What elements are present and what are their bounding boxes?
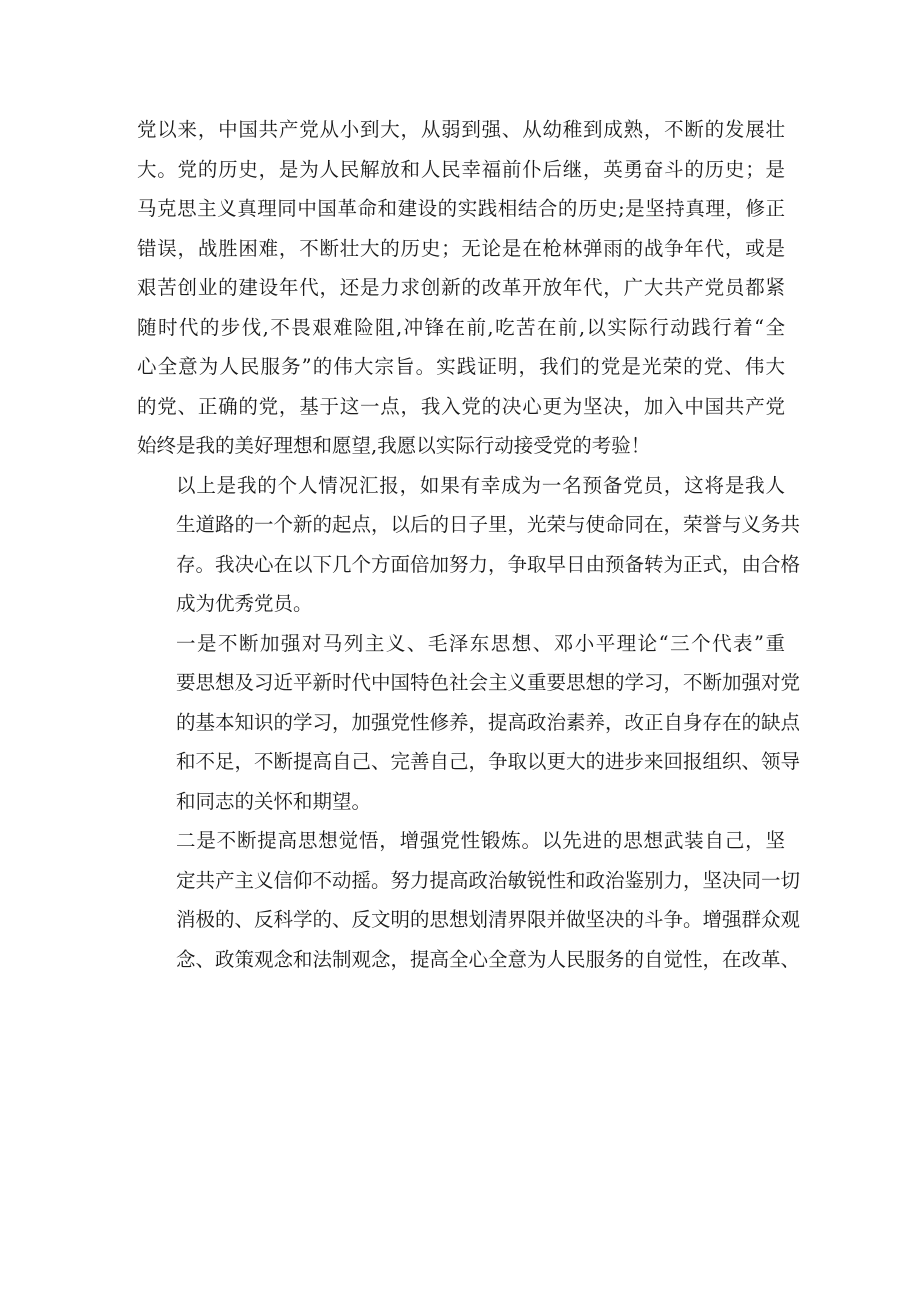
text-line: 和不足，不断提高自己、完善自己，争取以更大的进步来回报组织、领导 bbox=[176, 750, 801, 773]
paragraph bbox=[137, 624, 801, 822]
text-line: 随时代的步伐,不畏艰难险阻,冲锋在前,吃苦在前,以实际行动践行着“全 bbox=[137, 315, 785, 339]
text-line: 二是不断提高思想觉悟，增强党性锻炼。以先进的思想武装自己，坚 bbox=[176, 829, 785, 852]
text-line: 一是不断加强对马列主义、毛泽东思想、邓小平理论“三个代表”重 bbox=[176, 631, 785, 655]
document-body bbox=[137, 110, 801, 979]
text-line: 成为优秀党员。 bbox=[176, 592, 313, 615]
text-line: 消极的、反科学的、反文明的思想划清界限并做坚决的斗争。增强群众观 bbox=[176, 908, 801, 931]
text-line: 艰苦创业的建设年代，还是力求创新的改革开放年代，广大共产党员都紧 bbox=[137, 276, 785, 299]
text-line: 要思想及习近平新时代中国特色社会主义重要思想的学习，不断加强对党 bbox=[176, 671, 801, 694]
paragraph bbox=[137, 821, 801, 979]
text-line: 始终是我的美好理想和愿望,我愿以实际行动接受党的考验！ bbox=[137, 434, 651, 457]
text-line: 错误，战胜困难，不断壮大的历史；无论是在枪林弹雨的战争年代，或是 bbox=[137, 236, 785, 260]
text-line: 以上是我的个人情况汇报，如果有幸成为一名预备党员，这将是我人 bbox=[176, 473, 785, 497]
text-line: 和同志的关怀和期望。 bbox=[176, 789, 372, 813]
text-line: 念、政策观念和法制观念，提高全心全意为人民服务的自觉性，在改革、 bbox=[176, 947, 801, 971]
text-line: 的党、正确的党，基于这一点，我入党的决心更为坚决，加入中国共产党 bbox=[137, 394, 785, 418]
text-line: 存。我决心在以下几个方面倍加努力，争取早日由预备转为正式，由合格 bbox=[176, 552, 801, 576]
paragraph bbox=[137, 110, 785, 466]
text-line: 定共产主义信仰不动摇。努力提高政治敏锐性和政治鉴别力，坚决同一切 bbox=[176, 868, 801, 892]
text-line: 马克思主义真理同中国革命和建设的实践相结合的历史;是坚持真理，修正 bbox=[137, 197, 785, 220]
text-line: 生道路的一个新的起点，以后的日子里，光荣与使命同在，荣誉与义务共 bbox=[176, 513, 801, 536]
text-line: 党以来，中国共产党从小到大，从弱到强、从幼稚到成熟，不断的发展壮 bbox=[137, 118, 785, 141]
text-line: 心全意为人民服务”的伟大宗旨。实践证明，我们的党是光荣的党、伟大 bbox=[137, 355, 785, 378]
paragraph bbox=[137, 466, 801, 624]
text-line: 的基本知识的学习，加强党性修养，提高政治素养，改正自身存在的缺点 bbox=[176, 710, 801, 734]
text-line: 大。党的历史，是为人民解放和人民幸福前仆后继，英勇奋斗的历史；是 bbox=[137, 157, 785, 181]
